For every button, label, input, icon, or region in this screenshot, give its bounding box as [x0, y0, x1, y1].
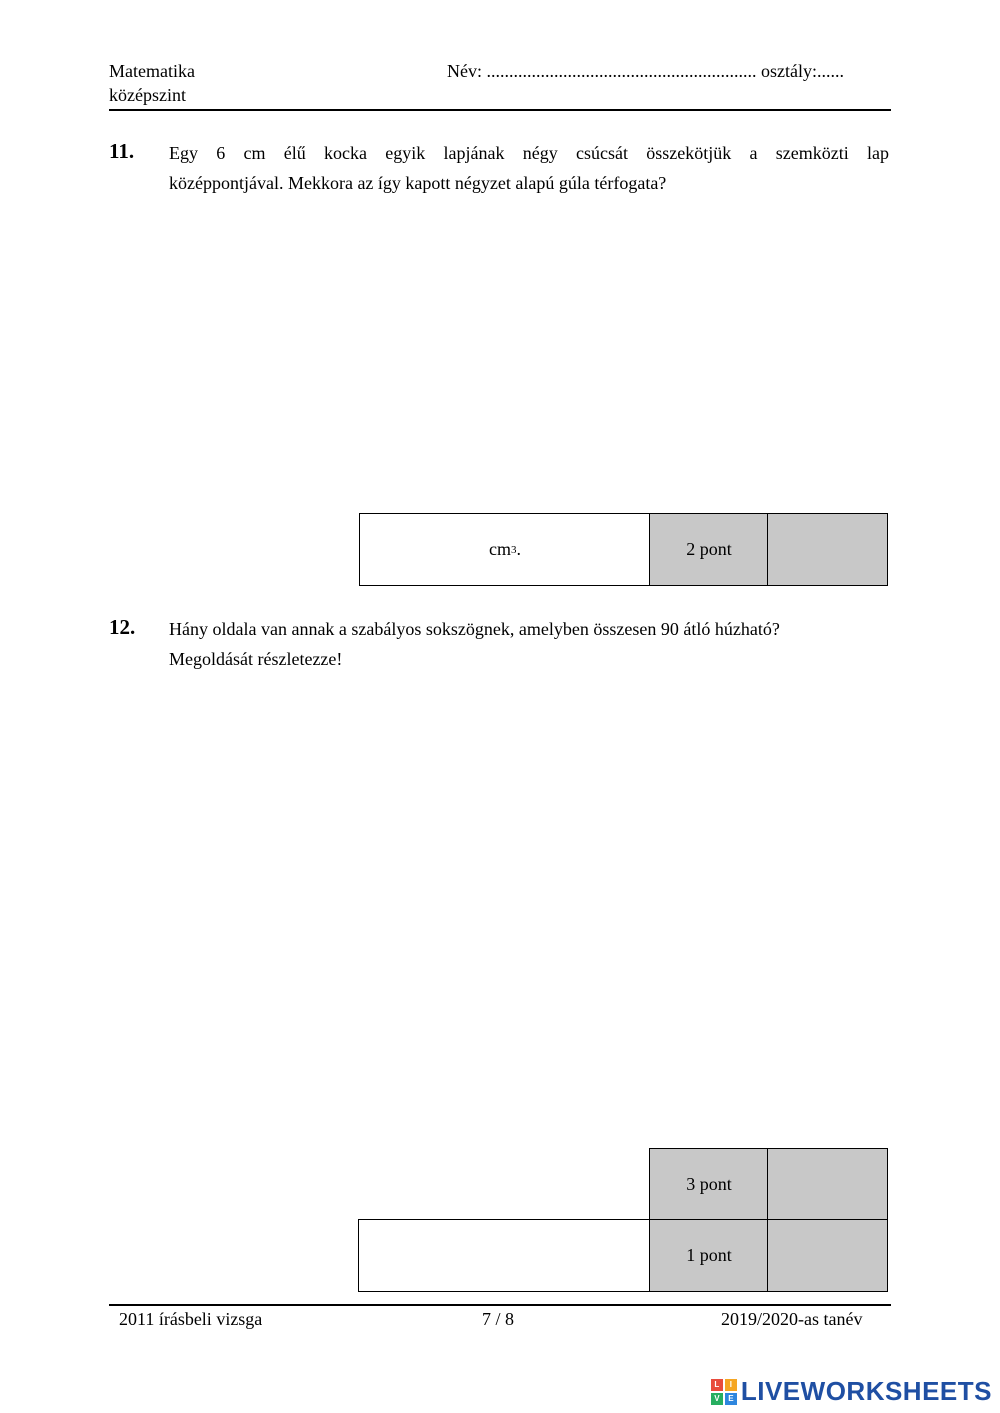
header-name-field[interactable]: Név: ............................................................ osztály:......	[447, 61, 844, 81]
liveworksheets-logo	[711, 1376, 992, 1407]
footer-school-year: 2019/2020-as tanév	[721, 1309, 863, 1329]
question-11-answer-box[interactable]	[359, 513, 651, 586]
footer-page-number: 7 / 8	[482, 1309, 515, 1329]
question-12-points-top-cell	[649, 1148, 769, 1221]
question-11-text-line2: középpontjával. Mekkora az így kapott négyzet alapú gúla térfogata?	[169, 173, 667, 193]
logo-letter-e: E	[725, 1393, 737, 1405]
question-12-points-bottom-cell	[649, 1219, 769, 1292]
question-11-text-line1: Egy 6 cm élű kocka egyik lapjának négy csúcsát összekötjük a szemközti lap	[169, 143, 889, 163]
liveworksheets-logo-text: LIVEWORKSHEETS	[740, 1376, 992, 1406]
question-12-score-box-bottom[interactable]	[767, 1219, 888, 1292]
question-11-number: 11.	[109, 139, 135, 163]
question-11-points-cell	[649, 513, 769, 586]
question-12-text-line1: Hány oldala van annak a szabályos sokszögnek, amelyben összesen 90 átló húzható?	[169, 619, 780, 639]
question-12-number: 12.	[109, 615, 136, 639]
liveworksheets-logo-icon	[711, 1379, 737, 1405]
question-12-text-line2: Megoldását részletezze!	[169, 649, 343, 669]
answer-unit-exponent: 3	[511, 543, 517, 556]
question-12-points-bottom: 1 pont	[686, 1245, 732, 1265]
header-divider	[109, 109, 891, 111]
logo-letter-l: L	[711, 1379, 723, 1391]
question-12-points-top: 3 pont	[686, 1174, 732, 1194]
logo-letter-i: I	[725, 1379, 737, 1391]
question-11-score-box[interactable]	[767, 513, 888, 586]
header-subject: Matematika	[109, 61, 195, 81]
question-12-answer-box[interactable]	[358, 1219, 651, 1292]
answer-suffix: .	[516, 539, 521, 559]
logo-letter-v: V	[711, 1393, 723, 1405]
question-12-score-box-top[interactable]	[767, 1148, 888, 1221]
header-level: középszint	[109, 85, 186, 105]
question-11-points: 2 pont	[686, 539, 732, 559]
footer-exam-label: 2011 írásbeli vizsga	[119, 1309, 263, 1329]
footer-divider	[109, 1304, 891, 1306]
answer-unit: cm	[489, 539, 511, 559]
